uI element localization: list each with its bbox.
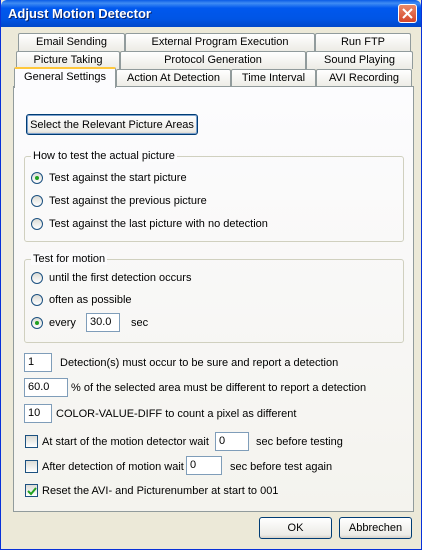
radio-test-previous-picture[interactable] <box>31 195 43 207</box>
close-button[interactable] <box>398 4 417 23</box>
tab-email-sending[interactable]: Email Sending <box>18 33 125 51</box>
tab-time-interval[interactable]: Time Interval <box>231 69 316 87</box>
after-detect-checkbox[interactable] <box>25 460 38 473</box>
cancel-button[interactable]: Abbrechen <box>339 517 412 539</box>
test-picture-group-title: How to test the actual picture <box>33 150 175 162</box>
radio-test-start-picture[interactable] <box>31 172 43 184</box>
area-percent-label: % of the selected area must be different to report a detection <box>71 382 367 394</box>
tab-action-at-detection[interactable]: Action At Detection <box>116 69 231 87</box>
tab-avi-recording[interactable]: AVI Recording <box>316 69 412 87</box>
every-unit-label: sec <box>131 317 149 329</box>
tab-protocol-generation[interactable]: Protocol Generation <box>120 51 306 69</box>
radio-test-last-no-detection[interactable] <box>31 218 43 230</box>
tab-picture-taking[interactable]: Picture Taking <box>16 51 120 69</box>
after-detect-input[interactable]: 0 <box>186 456 222 475</box>
radio-often-as-possible-label: often as possible <box>49 294 132 306</box>
detections-count-label: Detection(s) must occur to be sure and report a detection <box>60 357 339 369</box>
reset-numbering-label: Reset the AVI- and Picturenumber at start to 001 <box>42 485 279 497</box>
color-diff-label: COLOR-VALUE-DIFF to count a pixel as different <box>56 408 297 420</box>
title-bar[interactable] <box>1 0 421 27</box>
tab-sound-playing[interactable]: Sound Playing <box>306 51 413 69</box>
reset-numbering-checkbox[interactable] <box>25 484 38 497</box>
test-picture-group <box>24 150 404 242</box>
test-motion-group-title: Test for motion <box>33 253 106 265</box>
radio-until-first-detection-label: until the first detection occurs <box>49 272 192 284</box>
tab-run-ftp[interactable]: Run FTP <box>315 33 411 51</box>
radio-test-last-no-detection-label: Test against the last picture with no detection <box>49 218 268 230</box>
close-icon <box>402 8 413 19</box>
area-percent-input[interactable]: 60.0 <box>24 378 68 397</box>
radio-until-first-detection[interactable] <box>31 272 43 284</box>
color-diff-input[interactable]: 10 <box>24 404 52 423</box>
select-picture-areas-button[interactable]: Select the Relevant Picture Areas <box>26 114 198 135</box>
radio-every-label: every <box>49 317 76 329</box>
window-title: Adjust Motion Detector <box>8 6 151 21</box>
radio-every[interactable] <box>31 317 43 329</box>
start-wait-suffix: sec before testing <box>256 436 343 448</box>
general-settings-panel <box>13 86 414 512</box>
radio-often-as-possible[interactable] <box>31 294 43 306</box>
start-wait-label: At start of the motion detector wait <box>42 436 209 448</box>
radio-test-start-picture-label: Test against the start picture <box>49 172 187 184</box>
ok-button[interactable]: OK <box>259 517 332 539</box>
every-seconds-input[interactable]: 30.0 <box>86 313 120 332</box>
detections-count-input[interactable]: 1 <box>24 353 52 372</box>
checkmark-icon <box>27 486 37 496</box>
start-wait-input[interactable]: 0 <box>215 432 249 451</box>
tab-general-settings[interactable]: General Settings <box>14 67 116 88</box>
after-detect-suffix: sec before test again <box>230 461 333 473</box>
tab-external-program-execution[interactable]: External Program Execution <box>125 33 315 51</box>
after-detect-label: After detection of motion wait <box>42 461 184 473</box>
test-motion-group <box>24 253 404 343</box>
radio-test-previous-picture-label: Test against the previous picture <box>49 195 207 207</box>
start-wait-checkbox[interactable] <box>25 435 38 448</box>
